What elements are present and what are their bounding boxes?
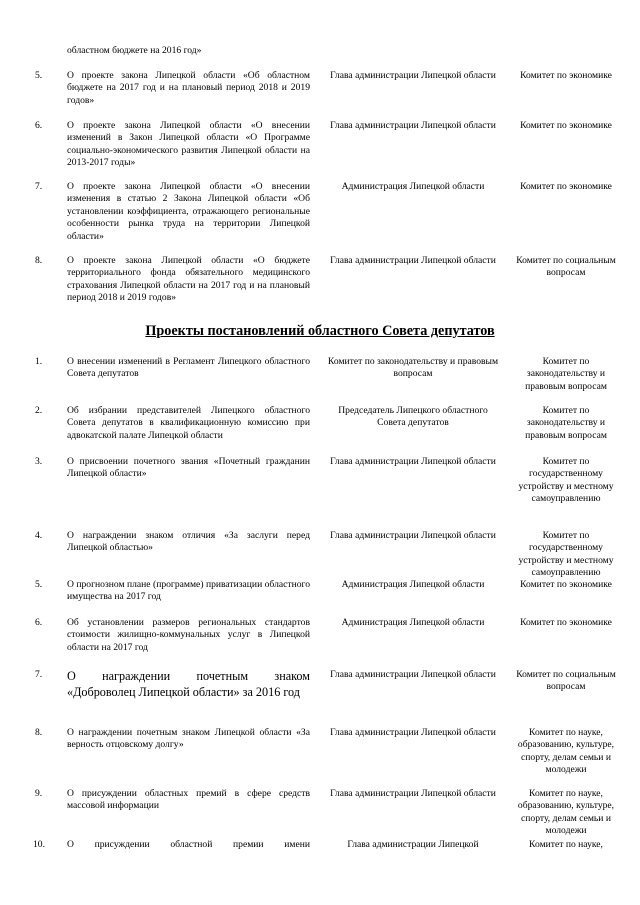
row-number: 8. [35, 255, 43, 266]
row-description: О присуждении областной премии имени [67, 839, 310, 850]
row-description: О проекте закона Липецкой области «О внесении изменений в Закон Липецкой области «О Программе социально-экономического развития Липецкой области на 2013-2017 годы» [67, 120, 310, 169]
row-author: Председатель Липецкого областного Совета депутатов [338, 405, 488, 429]
row-description: О проекте закона Липецкой области «О внесении изменения в статью 2 Закона Липецкой области «Об установлении коэффициента, отражающего региональные особенности рынка труда на территории Липецкой области» [67, 181, 310, 242]
row-committee: Комитет по государственному устройству и местному самоуправлению [518, 530, 614, 579]
row-committee: Комитет по экономике [520, 70, 612, 81]
row-author: Глава администрации Липецкой области [330, 727, 496, 738]
row-description: О проекте закона Липецкой области «Об областном бюджете на 2017 год и на плановый период 2018 и 2019 годов» [67, 70, 310, 106]
row-number: 10. [33, 839, 45, 850]
row-number: 7. [35, 669, 43, 680]
row-number: 5. [35, 579, 43, 590]
row-committee: Комитет по науке, образованию, культуре, спорту, делам семьи и молодежи [517, 727, 615, 776]
section-heading: Проекты постановлений областного Совета депутатов [145, 323, 495, 339]
row-number: 6. [35, 617, 43, 628]
row-number: 8. [35, 727, 43, 738]
row-author: Глава администрации Липецкой области [330, 456, 496, 467]
row-author: Глава администрации Липецкой области [330, 70, 496, 81]
row-number: 9. [35, 788, 43, 799]
row-description: О присвоении почетного звания «Почетный гражданин Липецкой области» [67, 456, 310, 480]
row-description: Об избрании представителей Липецкого областного Совета депутатов в квалификационную комиссию при адвокатской палате Липецкой области [67, 405, 310, 441]
row-author: Глава администрации Липецкой области [330, 788, 496, 799]
row-number: 2. [35, 405, 43, 416]
row-number: 7. [35, 181, 43, 192]
continued-description: областном бюджете на 2016 год» [67, 45, 202, 56]
row-author: Глава администрации Липецкой области [330, 255, 496, 266]
row-author: Глава администрации Липецкой [347, 839, 479, 850]
row-author: Глава администрации Липецкой области [330, 120, 496, 131]
row-committee: Комитет по экономике [520, 617, 612, 628]
row-description: О присуждении областных премий в сфере средств массовой информации [67, 788, 310, 812]
row-number: 1. [35, 356, 43, 367]
row-committee: Комитет по законодательству и правовым вопросам [525, 356, 607, 392]
row-description: О прогнозном плане (программе) приватизации областного имущества на 2017 год [67, 579, 310, 603]
row-description: О награждении знаком отличия «За заслуги перед Липецкой областью» [67, 530, 310, 554]
row-author: Администрация Липецкой области [341, 579, 485, 590]
row-committee: Комитет по социальным вопросам [516, 255, 616, 279]
row-author: Администрация Липецкой области [341, 617, 485, 628]
row-committee: Комитет по социальным вопросам [516, 669, 616, 693]
row-number: 4. [35, 530, 43, 541]
row-committee: Комитет по государственному устройству и местному самоуправлению [518, 456, 614, 505]
row-committee: Комитет по экономике [520, 181, 612, 192]
row-committee: Комитет по науке, образованию, культуре, спорту, делам семьи и молодежи [517, 788, 615, 837]
row-number: 3. [35, 456, 43, 467]
row-author: Администрация Липецкой области [341, 181, 485, 192]
row-description: О награждении почетным знаком «Доброволец Липецкой области» за 2016 год [67, 669, 310, 699]
row-description: О внесении изменений в Регламент Липецкого областного Совета депутатов [67, 356, 310, 380]
row-committee: Комитет по науке, [529, 839, 603, 850]
row-author: Глава администрации Липецкой области [330, 669, 496, 680]
row-author: Комитет по законодательству и правовым вопросам [327, 356, 499, 380]
row-committee: Комитет по экономике [520, 120, 612, 131]
row-description: О проекте закона Липецкой области «О бюджете территориального фонда обязательного медицинского страхования Липецкой области на 2017 год и на плановый период 2018 и 2019 годов» [67, 255, 310, 304]
row-committee: Комитет по экономике [520, 579, 612, 590]
row-description: Об установлении размеров региональных стандартов стоимости жилищно-коммунальных услуг в Липецкой области на 2017 год [67, 617, 310, 653]
row-number: 5. [35, 70, 43, 81]
row-number: 6. [35, 120, 43, 131]
row-author: Глава администрации Липецкой области [330, 530, 496, 541]
row-description: О награждении почетным знаком Липецкой области «За верность отцовскому долгу» [67, 727, 310, 751]
row-committee: Комитет по законодательству и правовым вопросам [525, 405, 607, 441]
